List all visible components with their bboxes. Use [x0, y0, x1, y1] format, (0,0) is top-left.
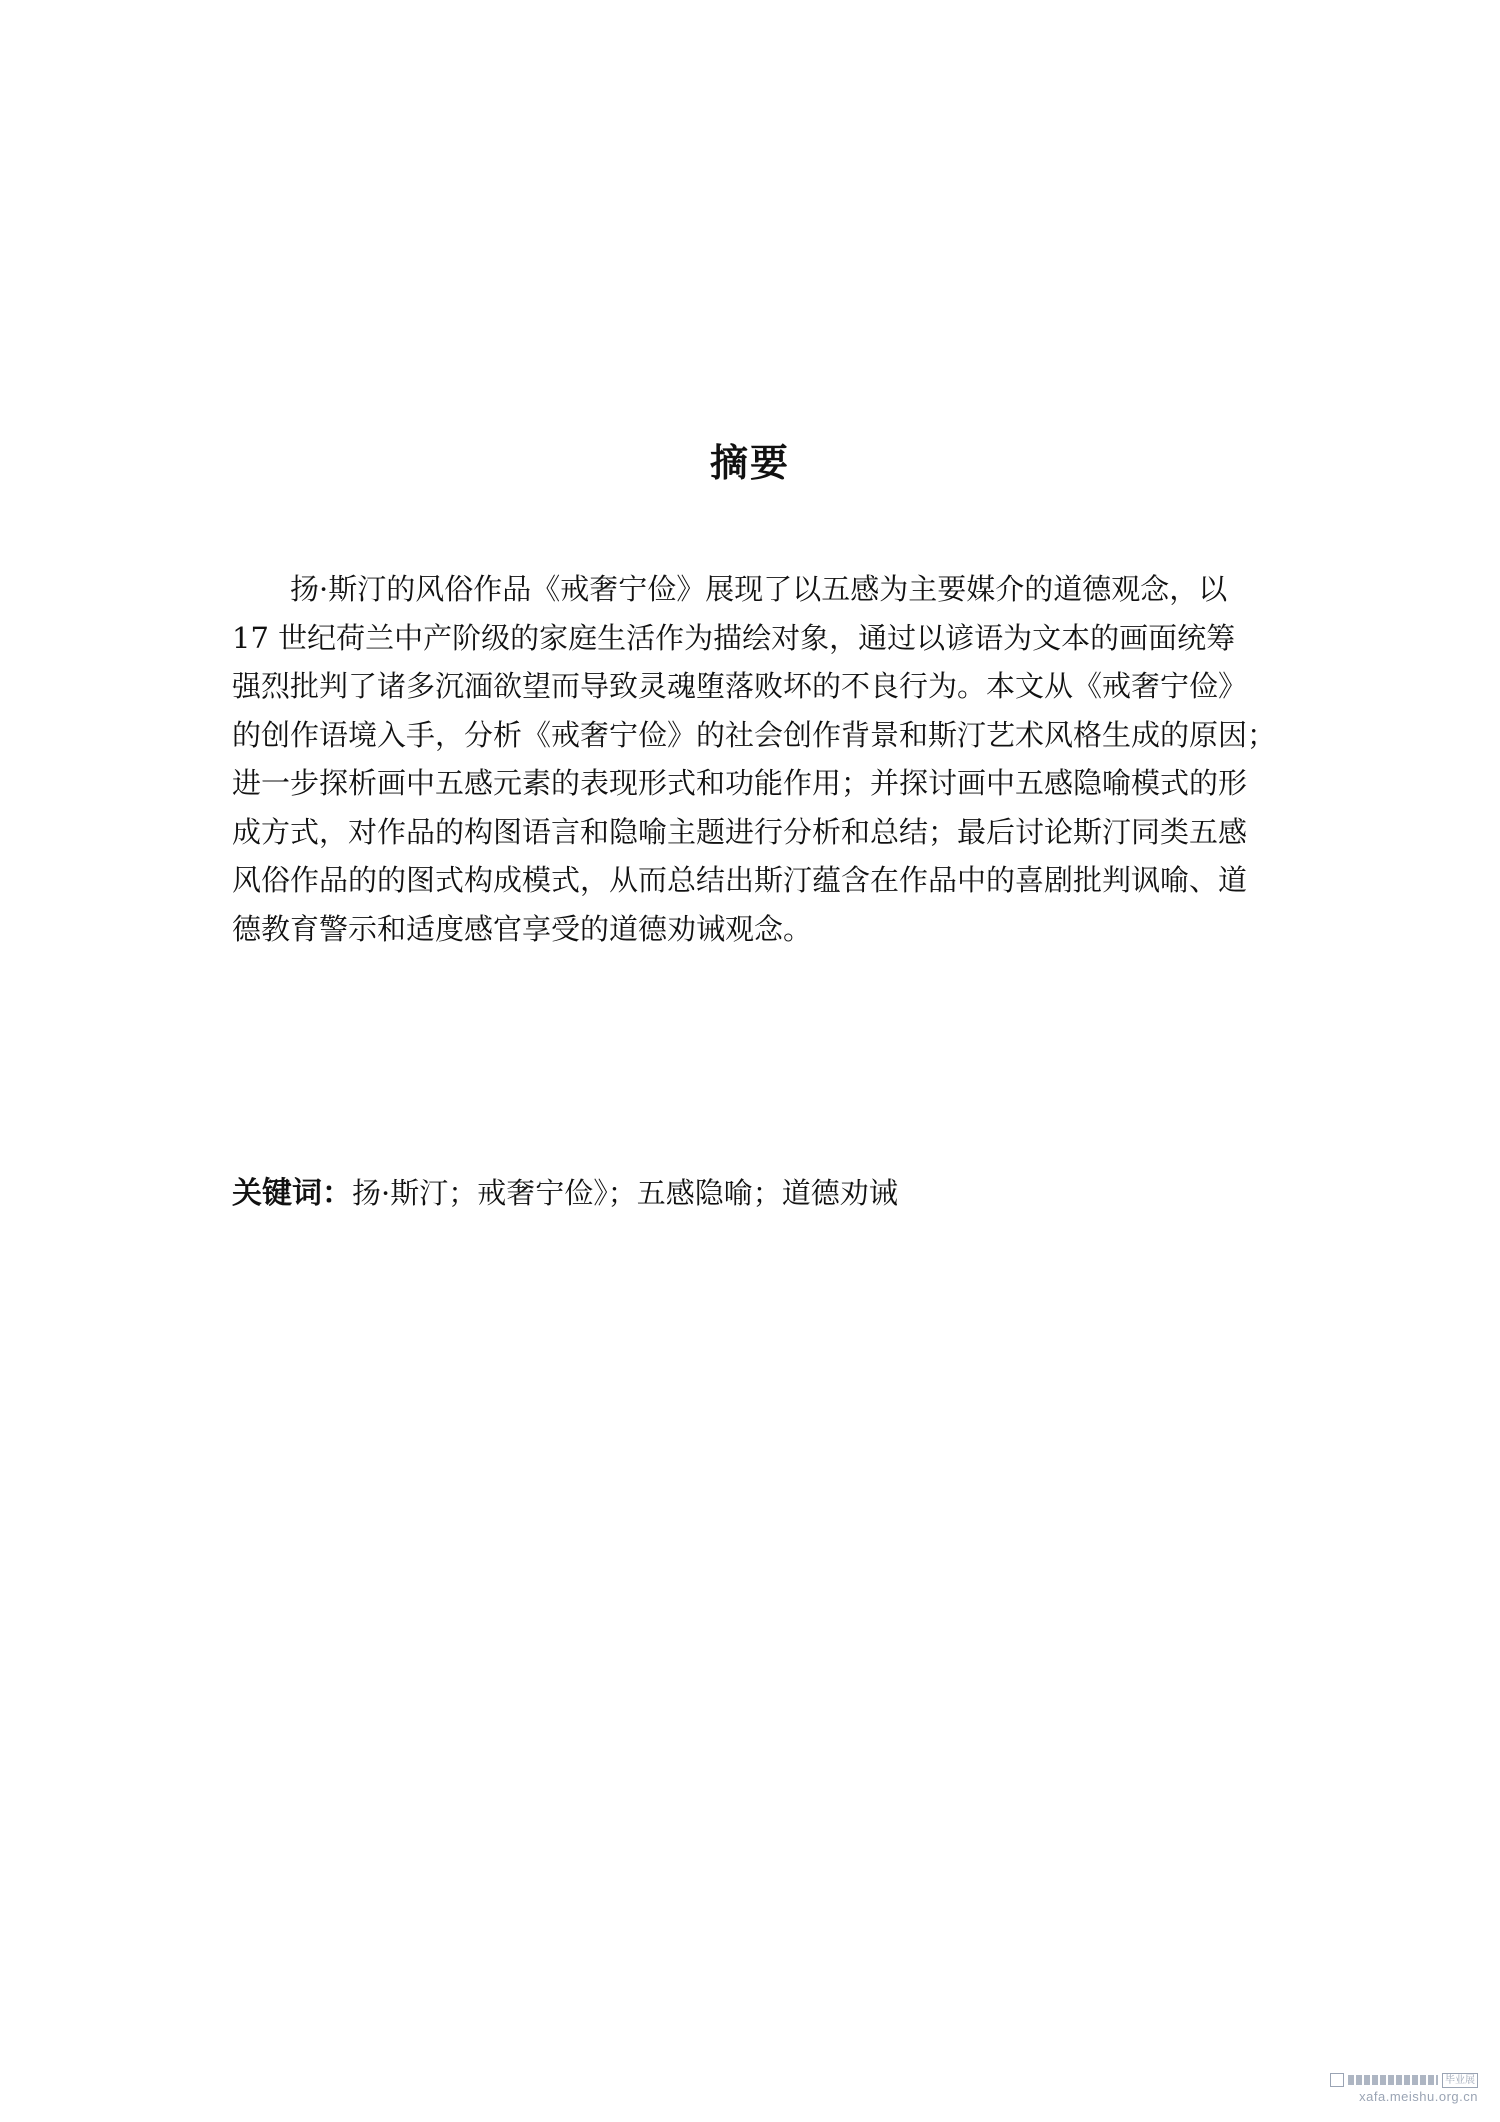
watermark-logo — [1318, 2071, 1478, 2089]
abstract-line: 成方式，对作品的构图语言和隐喻主题进行分析和总结；最后讨论斯汀同类五感 — [232, 814, 1248, 849]
abstract-line: 强烈批判了诸多沉湎欲望而导致灵魂堕落败坏的不良行为。本文从《戒奢宁俭》 — [232, 669, 1248, 703]
watermark — [1318, 2071, 1478, 2104]
logo-icon — [1330, 2073, 1344, 2087]
abstract-line: 17 世纪荷兰中产阶级的家庭生活作为描绘对象，通过以谚语为文本的画面统筹 — [232, 620, 1236, 655]
abstract-body — [232, 565, 1282, 953]
abstract-line: 的创作语境入手，分析《戒奢宁俭》的社会创作背景和斯汀艺术风格生成的原因； — [232, 717, 1277, 752]
abstract-line: 扬·斯汀的风俗作品《戒奢宁俭》展现了以五感为主要媒介的道德观念，以 — [290, 572, 1228, 606]
keywords-line — [232, 1168, 898, 1212]
keywords-text: 扬·斯汀；戒奢宁俭》；五感隐喻；道德劝诫 — [352, 1176, 898, 1210]
abstract-line: 风俗作品的的图式构成模式，从而总结出斯汀蕴含在作品中的喜剧批判讽喻、道 — [232, 863, 1248, 897]
abstract-line: 进一步探析画中五感元素的表现形式和功能作用；并探讨画中五感隐喻模式的形 — [232, 766, 1248, 800]
watermark-badge: 毕业展 — [1442, 2073, 1478, 2088]
abstract-line: 德教育警示和适度感官享受的道德劝诫观念。 — [232, 911, 813, 946]
keywords-label: 关键词： — [232, 1176, 352, 1211]
logo-script-icon — [1348, 2075, 1438, 2085]
page-title: 摘要 — [709, 441, 790, 485]
watermark-url: xafa.meishu.org.cn — [1359, 2089, 1478, 2104]
